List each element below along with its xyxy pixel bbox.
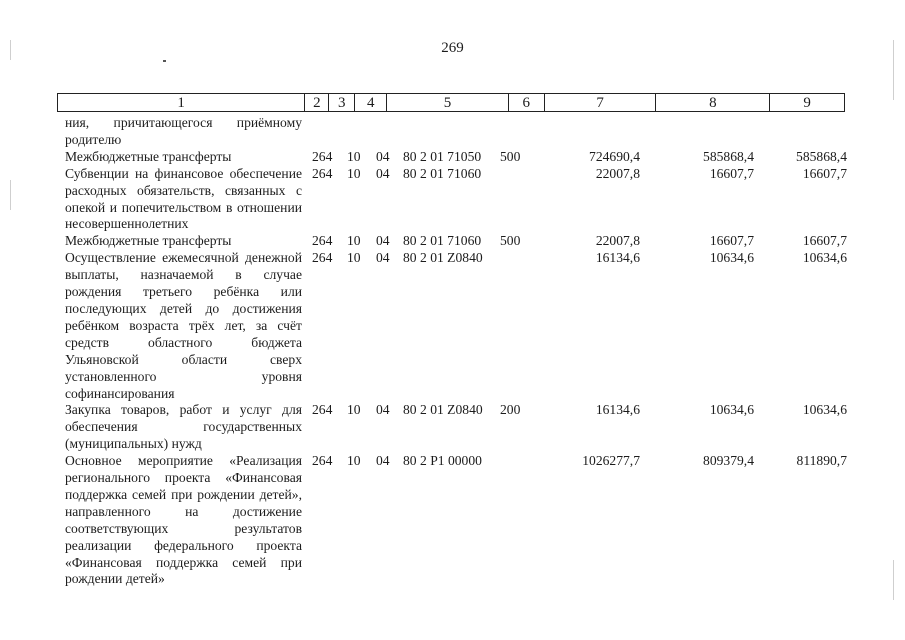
row-value-col9: 10634,6 — [802, 250, 847, 266]
row-value-col8: 585868,4 — [703, 148, 754, 164]
row-value-col7: 1026277,7 — [582, 453, 640, 469]
row-description: Основное мероприятие «Реализация регионального проекта «Финансовая поддержка семей при рождении детей», направленного на достижение соответствующих результатов реализации федерального проекта «Финансовая поддержка семей при рождении детей» — [65, 453, 302, 587]
row-subsection: 04 — [376, 233, 390, 249]
row-code: 264 — [312, 250, 333, 266]
row-description: Межбюджетные трансферты — [65, 148, 232, 164]
row-subsection: 04 — [376, 165, 390, 181]
row-section: 10 — [347, 250, 361, 266]
row-value-col8: 10634,6 — [709, 402, 754, 418]
row-target-article: 80 2 01 Z0840 — [403, 250, 483, 266]
row-value-col8: 16607,7 — [709, 165, 754, 181]
row-value-col7: 724690,4 — [589, 148, 640, 164]
row-expense-type: 500 — [500, 233, 521, 249]
row-section: 10 — [347, 233, 361, 249]
column-header-7: 7 — [545, 94, 657, 111]
row-value-col7: 22007,8 — [595, 233, 640, 249]
column-header-5: 5 — [387, 94, 509, 111]
column-header-3: 3 — [329, 94, 355, 111]
row-description: Межбюджетные трансферты — [65, 233, 232, 249]
row-description: Осуществление ежемесячной денежной выплаты, назначаемой в случае рождения третьего ребёнка или последующих детей до достижения ребёнком возраста трёх лет, за счёт средств областного бюджета Ульяновской области сверх установленного уровня софинансирования — [65, 250, 302, 401]
row-target-article: 80 2 01 71060 — [403, 165, 482, 181]
scan-artifact — [163, 60, 166, 62]
row-section: 10 — [347, 402, 361, 418]
row-value-col9: 16607,7 — [802, 233, 847, 249]
row-value-col7: 22007,8 — [595, 165, 640, 181]
row-code: 264 — [312, 402, 333, 418]
row-code: 264 — [312, 453, 333, 469]
table-row — [65, 453, 847, 588]
row-value-col8: 10634,6 — [709, 250, 754, 266]
scan-artifact — [893, 560, 894, 600]
row-subsection: 04 — [376, 453, 390, 469]
row-value-col7: 16134,6 — [595, 402, 640, 418]
column-header-8: 8 — [656, 94, 770, 111]
row-value-col7: 16134,6 — [595, 250, 640, 266]
column-header-9: 9 — [803, 95, 811, 111]
row-value-col8: 16607,7 — [709, 233, 754, 249]
table-row — [65, 166, 847, 234]
row-code: 264 — [312, 165, 333, 181]
row-value-col9: 10634,6 — [802, 402, 847, 418]
row-value-col9: 811890,7 — [796, 453, 847, 469]
scan-artifact — [10, 180, 11, 210]
row-section: 10 — [347, 148, 361, 164]
table-row — [65, 402, 847, 453]
row-target-article: 80 2 01 71060 — [403, 233, 482, 249]
row-value-col9: 16607,7 — [802, 165, 847, 181]
scan-artifact — [10, 40, 11, 60]
column-header-row — [57, 93, 845, 112]
row-expense-type: 200 — [500, 402, 521, 418]
table-row — [65, 250, 847, 402]
row-target-article: 80 2 P1 00000 — [403, 453, 482, 469]
row-target-article: 80 2 01 71050 — [403, 148, 482, 164]
row-section: 10 — [347, 453, 361, 469]
budget-table-body — [65, 115, 847, 588]
row-description: ния, причитающегося приёмному родителю — [65, 115, 302, 147]
row-description: Субвенции на финансовое обеспечение расходных обязательств, связанных с опекой и попечительством в отношении несовершеннолетних — [65, 165, 302, 232]
column-header-6: 6 — [509, 94, 545, 111]
row-description: Закупка товаров, работ и услуг для обеспечения государственных (муниципальных) нужд — [65, 402, 302, 452]
row-subsection: 04 — [376, 402, 390, 418]
row-code: 264 — [312, 148, 333, 164]
page-number: 269 — [441, 40, 464, 56]
scan-artifact — [893, 40, 894, 100]
row-subsection: 04 — [376, 148, 390, 164]
row-section: 10 — [347, 165, 361, 181]
column-header-1: 1 — [58, 94, 305, 111]
table-row — [65, 233, 847, 250]
table-row — [65, 115, 847, 149]
row-target-article: 80 2 01 Z0840 — [403, 402, 483, 418]
row-value-col9: 585868,4 — [796, 148, 847, 164]
row-code: 264 — [312, 233, 333, 249]
table-row — [65, 149, 847, 166]
row-subsection: 04 — [376, 250, 390, 266]
row-value-col8: 809379,4 — [703, 453, 754, 469]
column-header-2: 2 — [305, 94, 329, 111]
row-expense-type: 500 — [500, 148, 521, 164]
column-header-4: 4 — [355, 94, 387, 111]
